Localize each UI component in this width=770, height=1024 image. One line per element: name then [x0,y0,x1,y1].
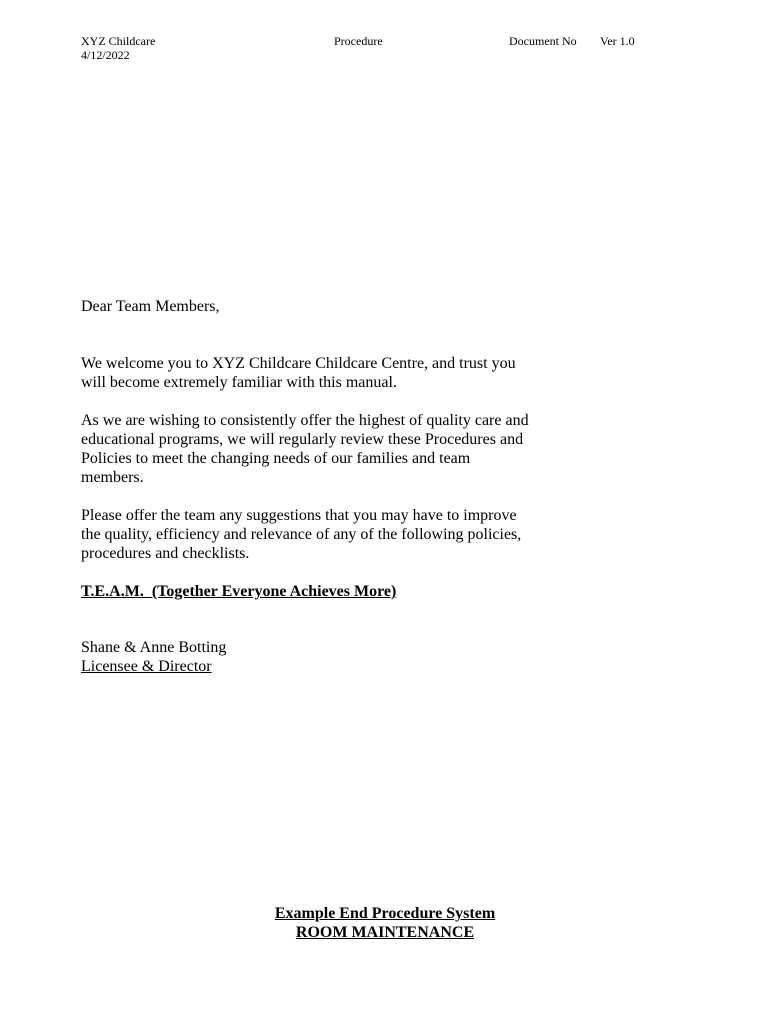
signatory-title: Licensee & Director [81,658,212,675]
header-version: Ver 1.0 [600,34,635,48]
paragraph-3-line: procedures and checklists. [81,545,250,562]
footer-title: Example End Procedure System [274,905,496,922]
paragraph-2-line: Policies to meet the changing needs of our families and team [81,450,471,467]
paragraph-1-line: We welcome you to XYZ Childcare Childcare Centre, and trust you [81,355,516,372]
paragraph-2-line: educational programs, we will regularly review these Procedures and [81,431,524,448]
header-date: 4/12/2022 [81,48,130,62]
paragraph-2-line: members. [81,469,144,486]
header-doc-no: Document No [509,34,577,48]
paragraph-3 [81,506,521,563]
paragraph-1 [81,354,516,392]
header-doc-type: Procedure [334,34,383,48]
paragraph-3-line: Please offer the team any suggestions that you may have to improve [81,507,517,524]
paragraph-1-line: will become extremely familiar with this manual. [81,374,397,391]
signatory-name: Shane & Anne Botting [81,639,227,656]
paragraph-3-line: the quality, efficiency and relevance of any of the following policies, [81,526,522,543]
header-org: XYZ Childcare [81,34,156,48]
footer-subtitle: ROOM MAINTENANCE [295,924,475,941]
greeting: Dear Team Members, [81,298,220,315]
team-motto: T.E.A.M. (Together Everyone Achieves More) [81,583,397,600]
paragraph-2-line: As we are wishing to consistently offer the highest of quality care and [81,412,529,429]
paragraph-2 [81,411,529,487]
